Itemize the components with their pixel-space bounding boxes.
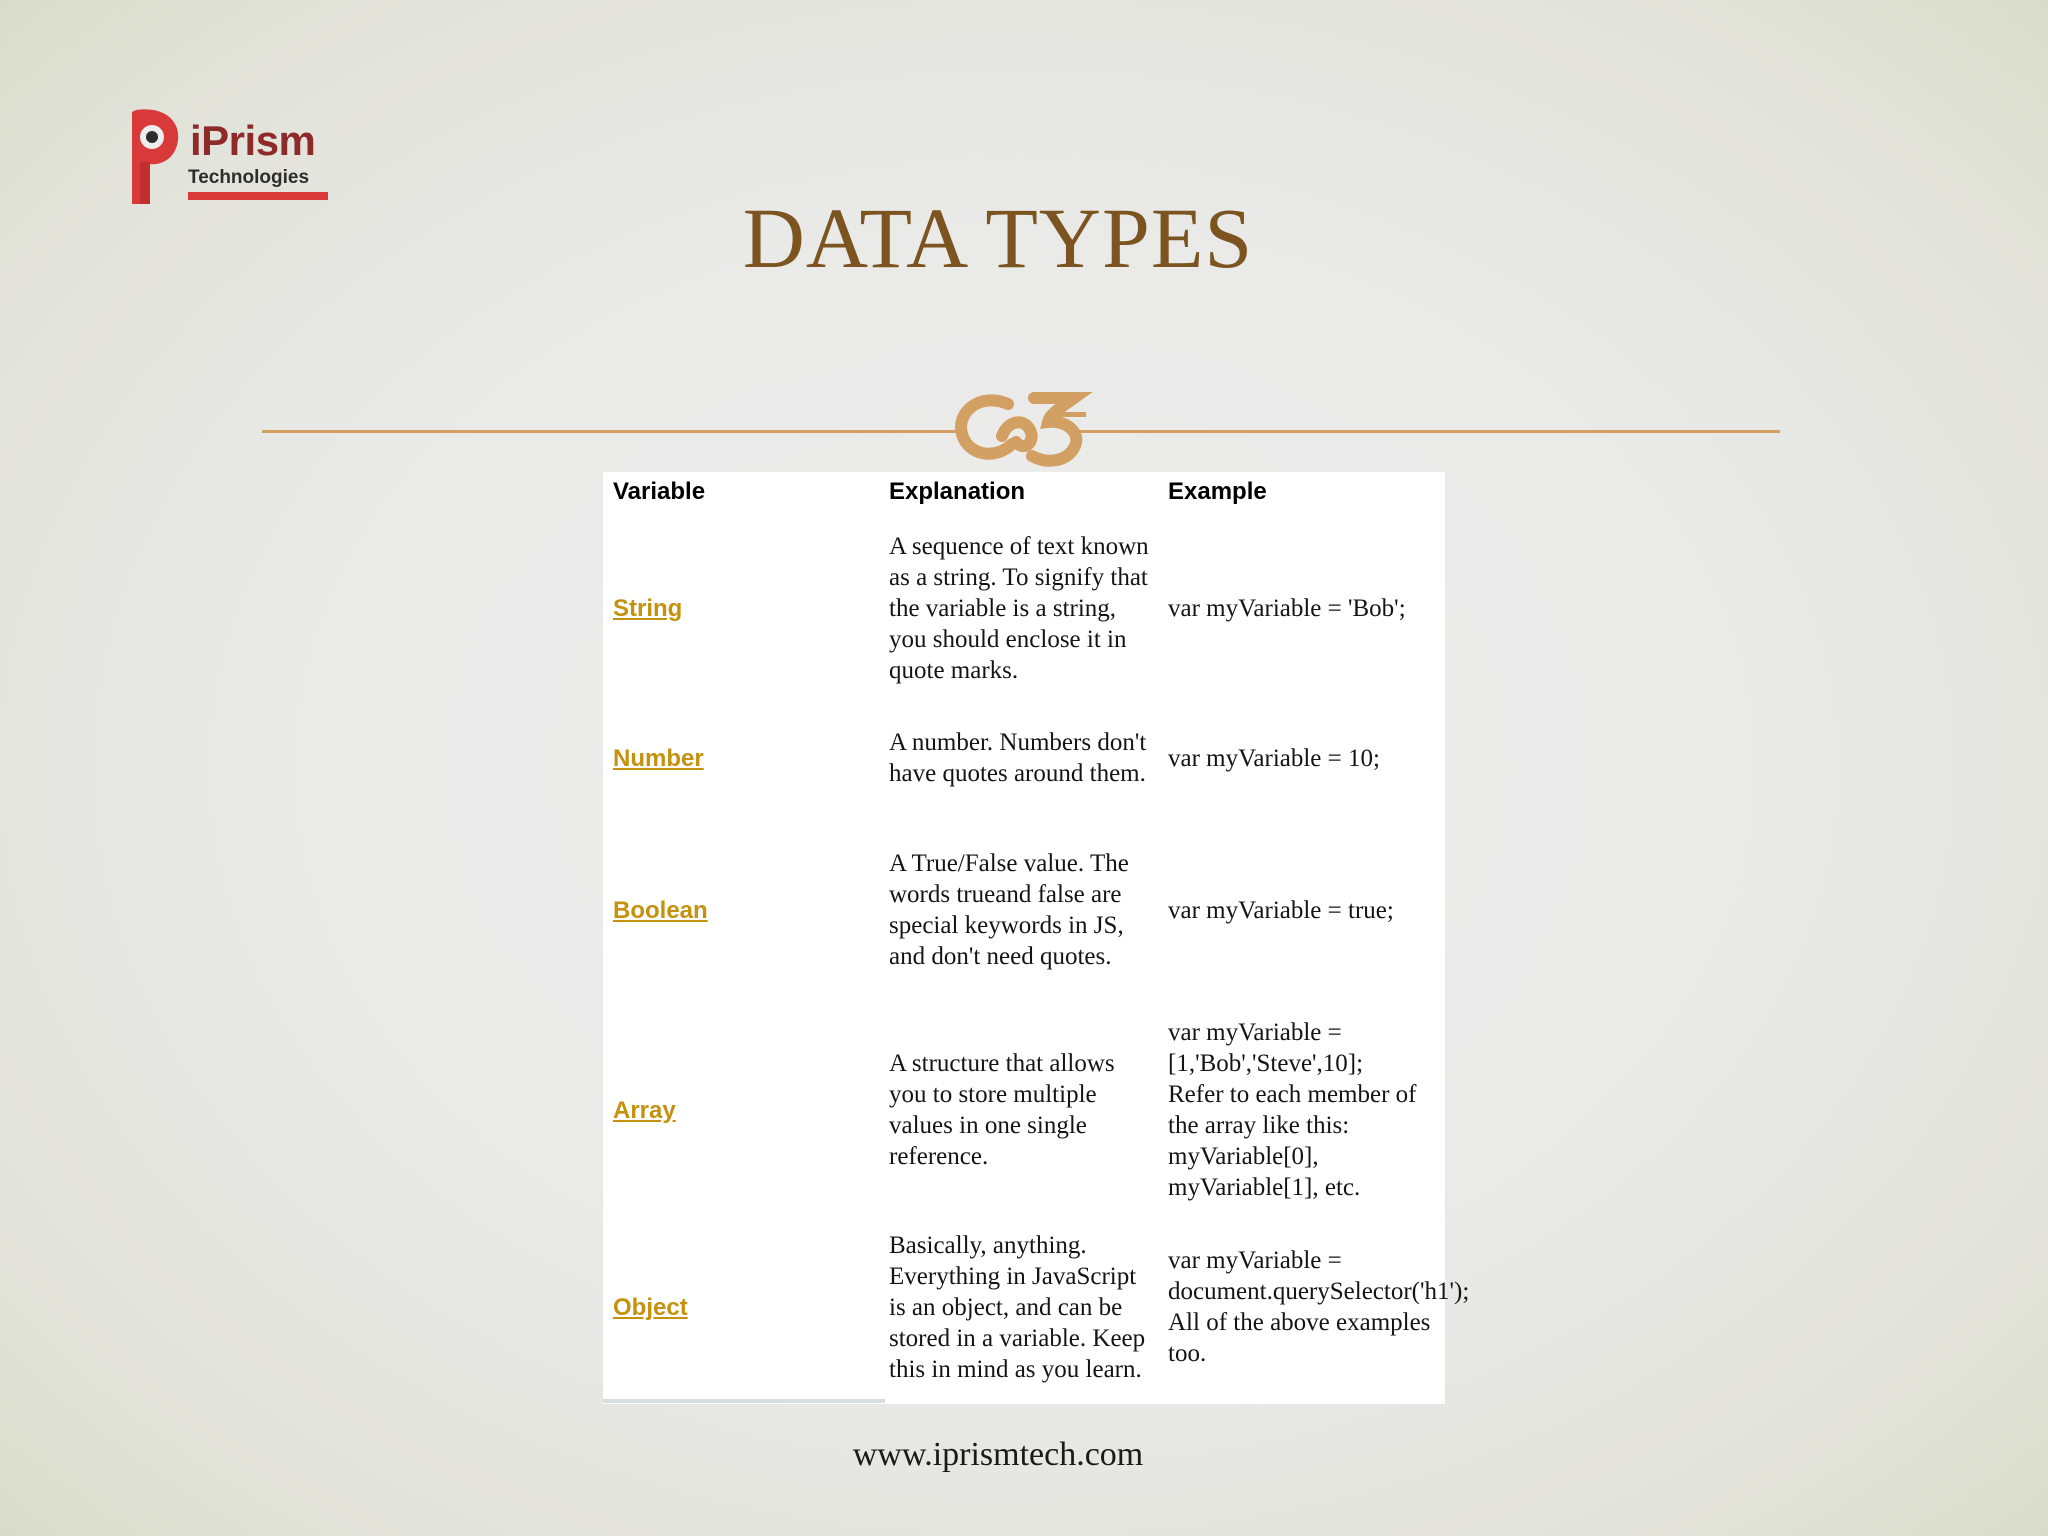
explanation-cell: A number. Numbers don't have quotes around them. bbox=[889, 729, 1147, 787]
example-cell: var myVariable = document.querySelector('h1'); All of the above examples too. bbox=[1168, 1247, 1470, 1367]
logo-subtitle: Technologies bbox=[188, 167, 310, 188]
data-types-table bbox=[603, 472, 1470, 1404]
variable-cell bbox=[603, 706, 879, 810]
footer-url bbox=[0, 1436, 2048, 1474]
logo-brand: iPrism bbox=[190, 117, 316, 164]
explanation-cell: A structure that allows you to store multiple values in one single reference. bbox=[889, 1050, 1115, 1170]
explanation-cell: A True/False value. The words trueand false are special keywords in JS, and don't need quotes. bbox=[889, 850, 1129, 970]
link-string[interactable]: String bbox=[613, 594, 683, 622]
variable-cell bbox=[603, 1010, 879, 1210]
header-example: Example bbox=[1168, 478, 1267, 505]
table-row bbox=[603, 810, 1445, 1010]
example-cell: var myVariable = 10; bbox=[1168, 744, 1380, 772]
slide-title-text: DATA TYPES bbox=[742, 190, 1254, 286]
link-number[interactable]: Number bbox=[613, 744, 704, 772]
table-bottom-line bbox=[603, 1399, 885, 1403]
header-explanation: Explanation bbox=[889, 478, 1026, 505]
example-cell: var myVariable = true; bbox=[1168, 896, 1394, 924]
variable-cell bbox=[603, 1210, 879, 1404]
divider-right bbox=[1070, 430, 1780, 433]
table-header-row bbox=[603, 472, 1445, 510]
table-row bbox=[603, 510, 1445, 706]
table-row bbox=[603, 706, 1445, 810]
slide-title bbox=[0, 188, 2048, 288]
table-row bbox=[603, 1210, 1445, 1404]
link-array[interactable]: Array bbox=[613, 1096, 676, 1124]
example-cell: var myVariable = 'Bob'; bbox=[1168, 594, 1406, 622]
scroll-ornament-icon bbox=[950, 382, 1098, 474]
variable-cell bbox=[603, 810, 879, 1010]
link-boolean[interactable]: Boolean bbox=[613, 896, 708, 924]
example-cell: var myVariable = [1,'Bob','Steve',10]; Refer to each member of the array like this: myVariable[0], myVariable[1], etc. bbox=[1168, 1019, 1417, 1201]
variable-cell bbox=[603, 510, 879, 706]
header-variable: Variable bbox=[613, 478, 706, 505]
link-object[interactable]: Object bbox=[613, 1293, 688, 1321]
explanation-cell: A sequence of text known as a string. To signify that the variable is a string, you should enclose it in quote marks. bbox=[889, 532, 1149, 684]
explanation-cell: Basically, anything. Everything in JavaScript is an object, and can be stored in a variable. Keep this in mind as you learn. bbox=[889, 1231, 1146, 1383]
table-row bbox=[603, 1010, 1445, 1210]
divider-left bbox=[262, 430, 962, 433]
footer-url-text[interactable]: www.iprismtech.com bbox=[852, 1436, 1144, 1473]
